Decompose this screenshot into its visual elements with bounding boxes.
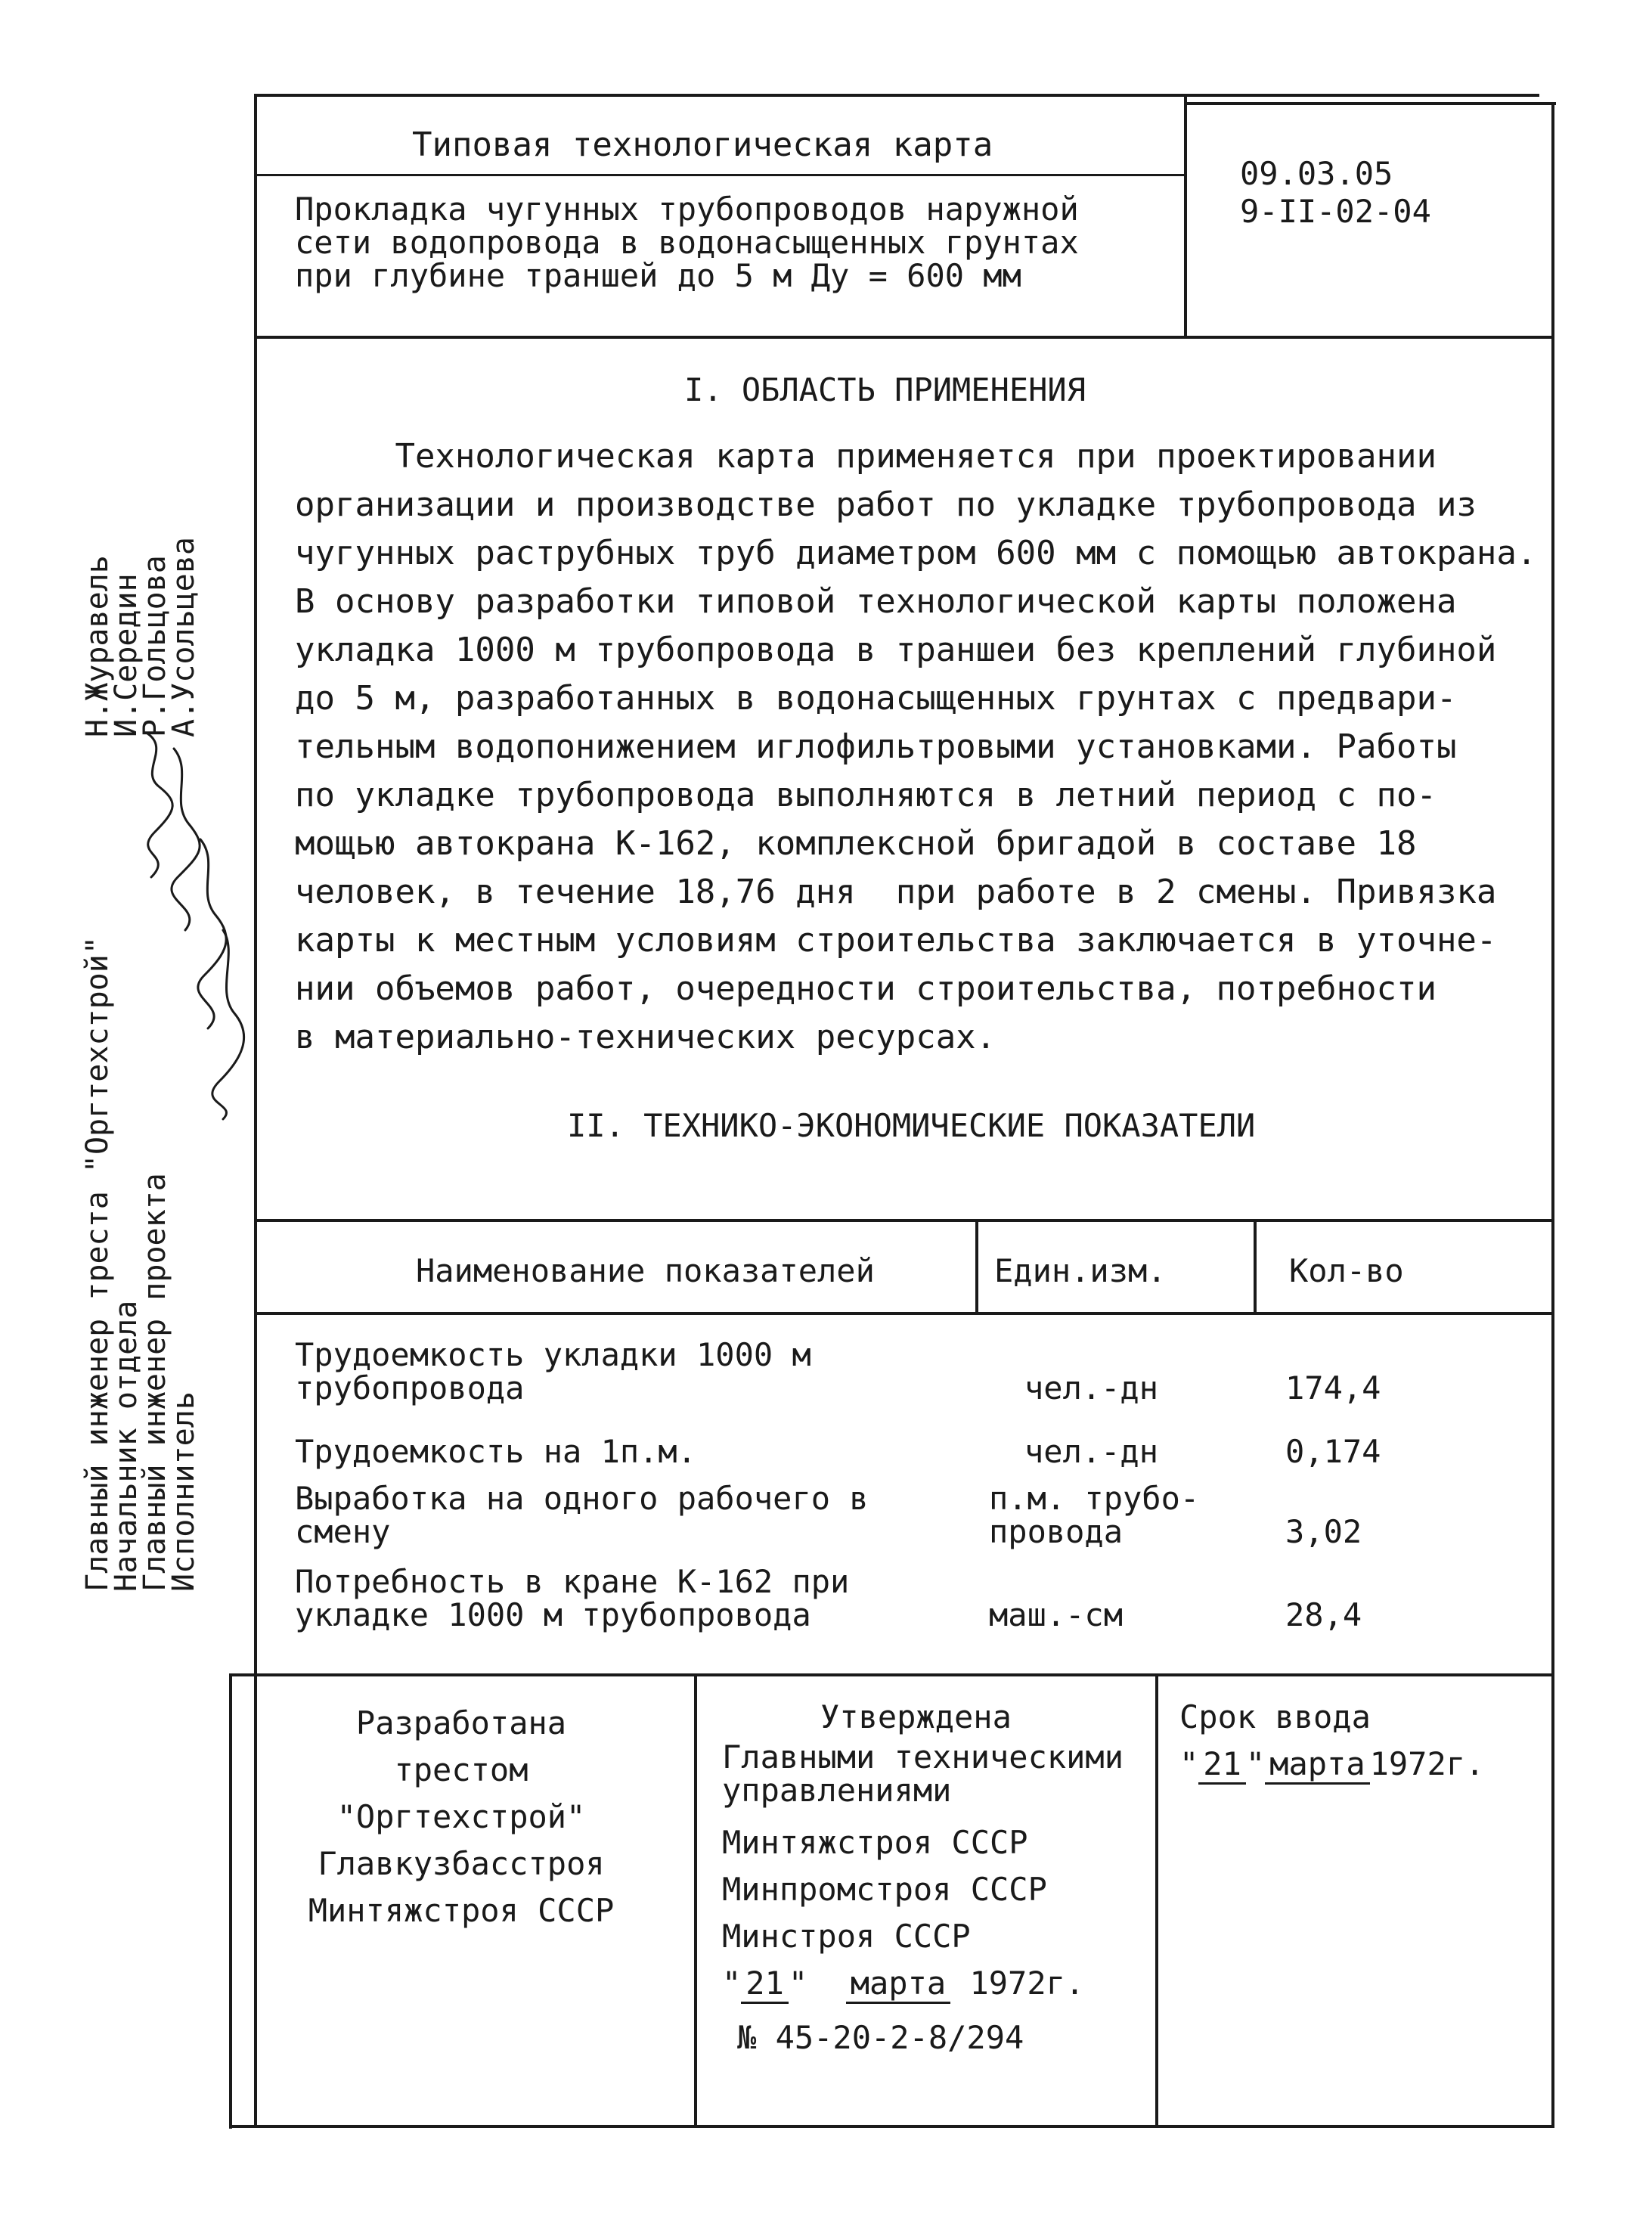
term-block	[1179, 1694, 1550, 1788]
section-1-heading: I. ОБЛАСТЬ ПРИМЕНЕНИЯ	[684, 371, 1086, 408]
row-qty: 0,174	[1285, 1433, 1381, 1470]
row-unit-line: провода	[989, 1513, 1124, 1551]
approved-date-year: 1972г.	[969, 1965, 1085, 2002]
row-unit: чел.-дн	[1024, 1433, 1159, 1470]
body-line: В основу разработки типовой технологической карты положена	[295, 582, 1457, 621]
row-unit: чел.-дн	[1024, 1369, 1159, 1406]
term-date-month: марта	[1265, 1745, 1369, 1785]
frame-left-lower	[229, 1675, 232, 2129]
table-top	[254, 1219, 1554, 1222]
row-name-line: смену	[295, 1513, 391, 1551]
section-2-heading: II. ТЕХНИКО-ЭКОНОМИЧЕСКИЕ ПОКАЗАТЕЛИ	[567, 1107, 1256, 1144]
body-line: человек, в течение 18,76 дня при работе в 2 смены. Привязка	[295, 873, 1497, 911]
table-row	[295, 1565, 1535, 1641]
header-title-underline	[254, 174, 1186, 176]
approved-date-day: 21	[741, 1965, 789, 2004]
developed-line: Минтяжстроя СССР	[308, 1892, 615, 1929]
footer-top	[229, 1673, 1554, 1676]
header-divider-vertical	[1184, 97, 1187, 337]
signatory-name: А.Усольцева	[166, 537, 201, 737]
approved-line: управлениями	[722, 1772, 952, 1809]
signatory-role: Исполнитель	[166, 1391, 201, 1592]
row-name-line: трубопровода	[295, 1369, 525, 1407]
developed-line: "Оргтехстрой"	[336, 1798, 586, 1835]
footer-divider-1	[694, 1673, 697, 2127]
table-header-bottom	[254, 1312, 1554, 1315]
body-line: тельным водопонижением иглофильтровыми установками. Работы	[295, 727, 1457, 766]
frame-right	[1551, 102, 1554, 2125]
developed-by	[242, 1700, 680, 1934]
body-line: до 5 м, разработанных в водонасыщенных грунтах с предвари-	[295, 679, 1457, 718]
footer-divider-2	[1155, 1673, 1158, 2127]
subtitle-line: Прокладка чугунных трубопроводов наружной	[295, 191, 1079, 228]
body-line: укладка 1000 м трубопровода в траншеи без креплений глубиной	[295, 631, 1497, 669]
section-1-body	[295, 433, 1535, 1062]
approved-line: Минтяжстроя СССР	[722, 1824, 1028, 1861]
row-name: Трудоемкость на 1п.м.	[295, 1433, 697, 1470]
frame-top	[254, 94, 1539, 97]
signatory-name: И.Середин	[109, 573, 144, 737]
term-date: " 21 " марта 1972г.	[1179, 1741, 1550, 1788]
table-header-name: Наименование показателей	[416, 1252, 875, 1289]
table-row	[295, 1482, 1535, 1558]
body-line: чугунных раструбных труб диаметром 600 мм с помощью автокрана.	[295, 534, 1537, 572]
term-title: Срок ввода	[1179, 1698, 1371, 1735]
signature-2	[172, 749, 200, 930]
approved-line: Минстроя СССР	[722, 1918, 971, 1955]
frame-top-right	[1184, 102, 1556, 105]
approved-title: Утверждена	[820, 1698, 1012, 1735]
row-qty: 28,4	[1285, 1596, 1362, 1633]
signatory-row	[80, 412, 115, 1592]
term-date-year: 1972г.	[1369, 1745, 1485, 1782]
approved-date: " 21 " марта 1972г.	[722, 1960, 1153, 2007]
body-line: нии объемов работ, очередности строительства, потребности	[295, 969, 1437, 1008]
body-line: в материально-технических ресурсах.	[295, 1018, 996, 1056]
row-name	[295, 1482, 869, 1549]
row-name-line: укладке 1000 м трубопровода	[295, 1596, 811, 1634]
card-subtitle	[295, 193, 1079, 293]
row-name	[295, 1565, 849, 1632]
subtitle-line: сети водопровода в водонасыщенных грунтах	[295, 224, 1079, 262]
row-name-line: Выработка на одного рабочего в	[295, 1480, 869, 1517]
document-codes	[1240, 155, 1431, 231]
row-qty: 3,02	[1285, 1513, 1362, 1550]
approved-line: Минпромстроя СССР	[722, 1871, 1047, 1908]
body-line: по укладке трубопровода выполняются в летний период с по-	[295, 776, 1437, 814]
body-line: Технологическая карта применяется при проектировании	[295, 437, 1437, 476]
approved-number: № 45-20-2-8/294	[737, 2019, 1024, 2056]
approved-date-month: марта	[846, 1965, 950, 2004]
signature-4	[212, 930, 244, 1119]
subtitle-line: при глубине траншей до 5 м Ду = 600 мм	[295, 257, 1021, 295]
header-bottom	[254, 336, 1554, 339]
table-col-divider-1	[975, 1219, 978, 1314]
approved-block	[722, 1694, 1153, 2061]
row-unit: маш.-см	[989, 1596, 1124, 1633]
signatory-role: Главный инженер треста "Оргтехстрой"	[80, 936, 115, 1592]
row-name-line: Потребность в кране К-162 при	[295, 1563, 850, 1600]
table-row	[295, 1435, 1535, 1481]
signature-3	[198, 839, 226, 1028]
doc-code-2: 9-II-02-04	[1240, 193, 1431, 231]
signatory-role: Начальник отдела	[109, 1300, 144, 1592]
body-line: мощью автокрана К-162, комплексной бригадой в составе 18	[295, 824, 1417, 863]
table-col-divider-2	[1254, 1219, 1257, 1314]
signatory-role: Главный инженер проекта	[138, 1173, 172, 1592]
body-line: карты к местным условиям строительства заключается в уточне-	[295, 921, 1497, 960]
row-unit-line: п.м. трубо-	[989, 1480, 1200, 1517]
doc-code-1: 09.03.05	[1240, 155, 1393, 192]
row-name	[295, 1338, 811, 1405]
developed-line: трестом	[394, 1751, 528, 1788]
card-type-title: Типовая технологическая карта	[412, 126, 993, 164]
signatory-name: Р.Гольцова	[138, 555, 172, 737]
developed-line: Главкузбасстроя	[318, 1845, 605, 1882]
row-name-line: Трудоемкость укладки 1000 м	[295, 1336, 811, 1373]
approved-line: Главными техническими	[722, 1738, 1124, 1776]
frame-bottom	[229, 2125, 1554, 2128]
table-header-unit: Един.изм.	[994, 1252, 1167, 1289]
row-unit	[989, 1482, 1199, 1549]
row-qty: 174,4	[1285, 1369, 1381, 1406]
body-line: организации и производстве работ по укладке трубопровода из	[295, 485, 1477, 524]
handwritten-signatures	[132, 703, 246, 1127]
signatory-name: Н.Журавель	[80, 555, 115, 737]
term-date-day: 21	[1198, 1745, 1246, 1785]
developed-line: Разработана	[355, 1704, 567, 1741]
table-header-qty: Кол-во	[1289, 1252, 1404, 1289]
table-row	[295, 1338, 1535, 1414]
signature-1	[147, 733, 172, 877]
